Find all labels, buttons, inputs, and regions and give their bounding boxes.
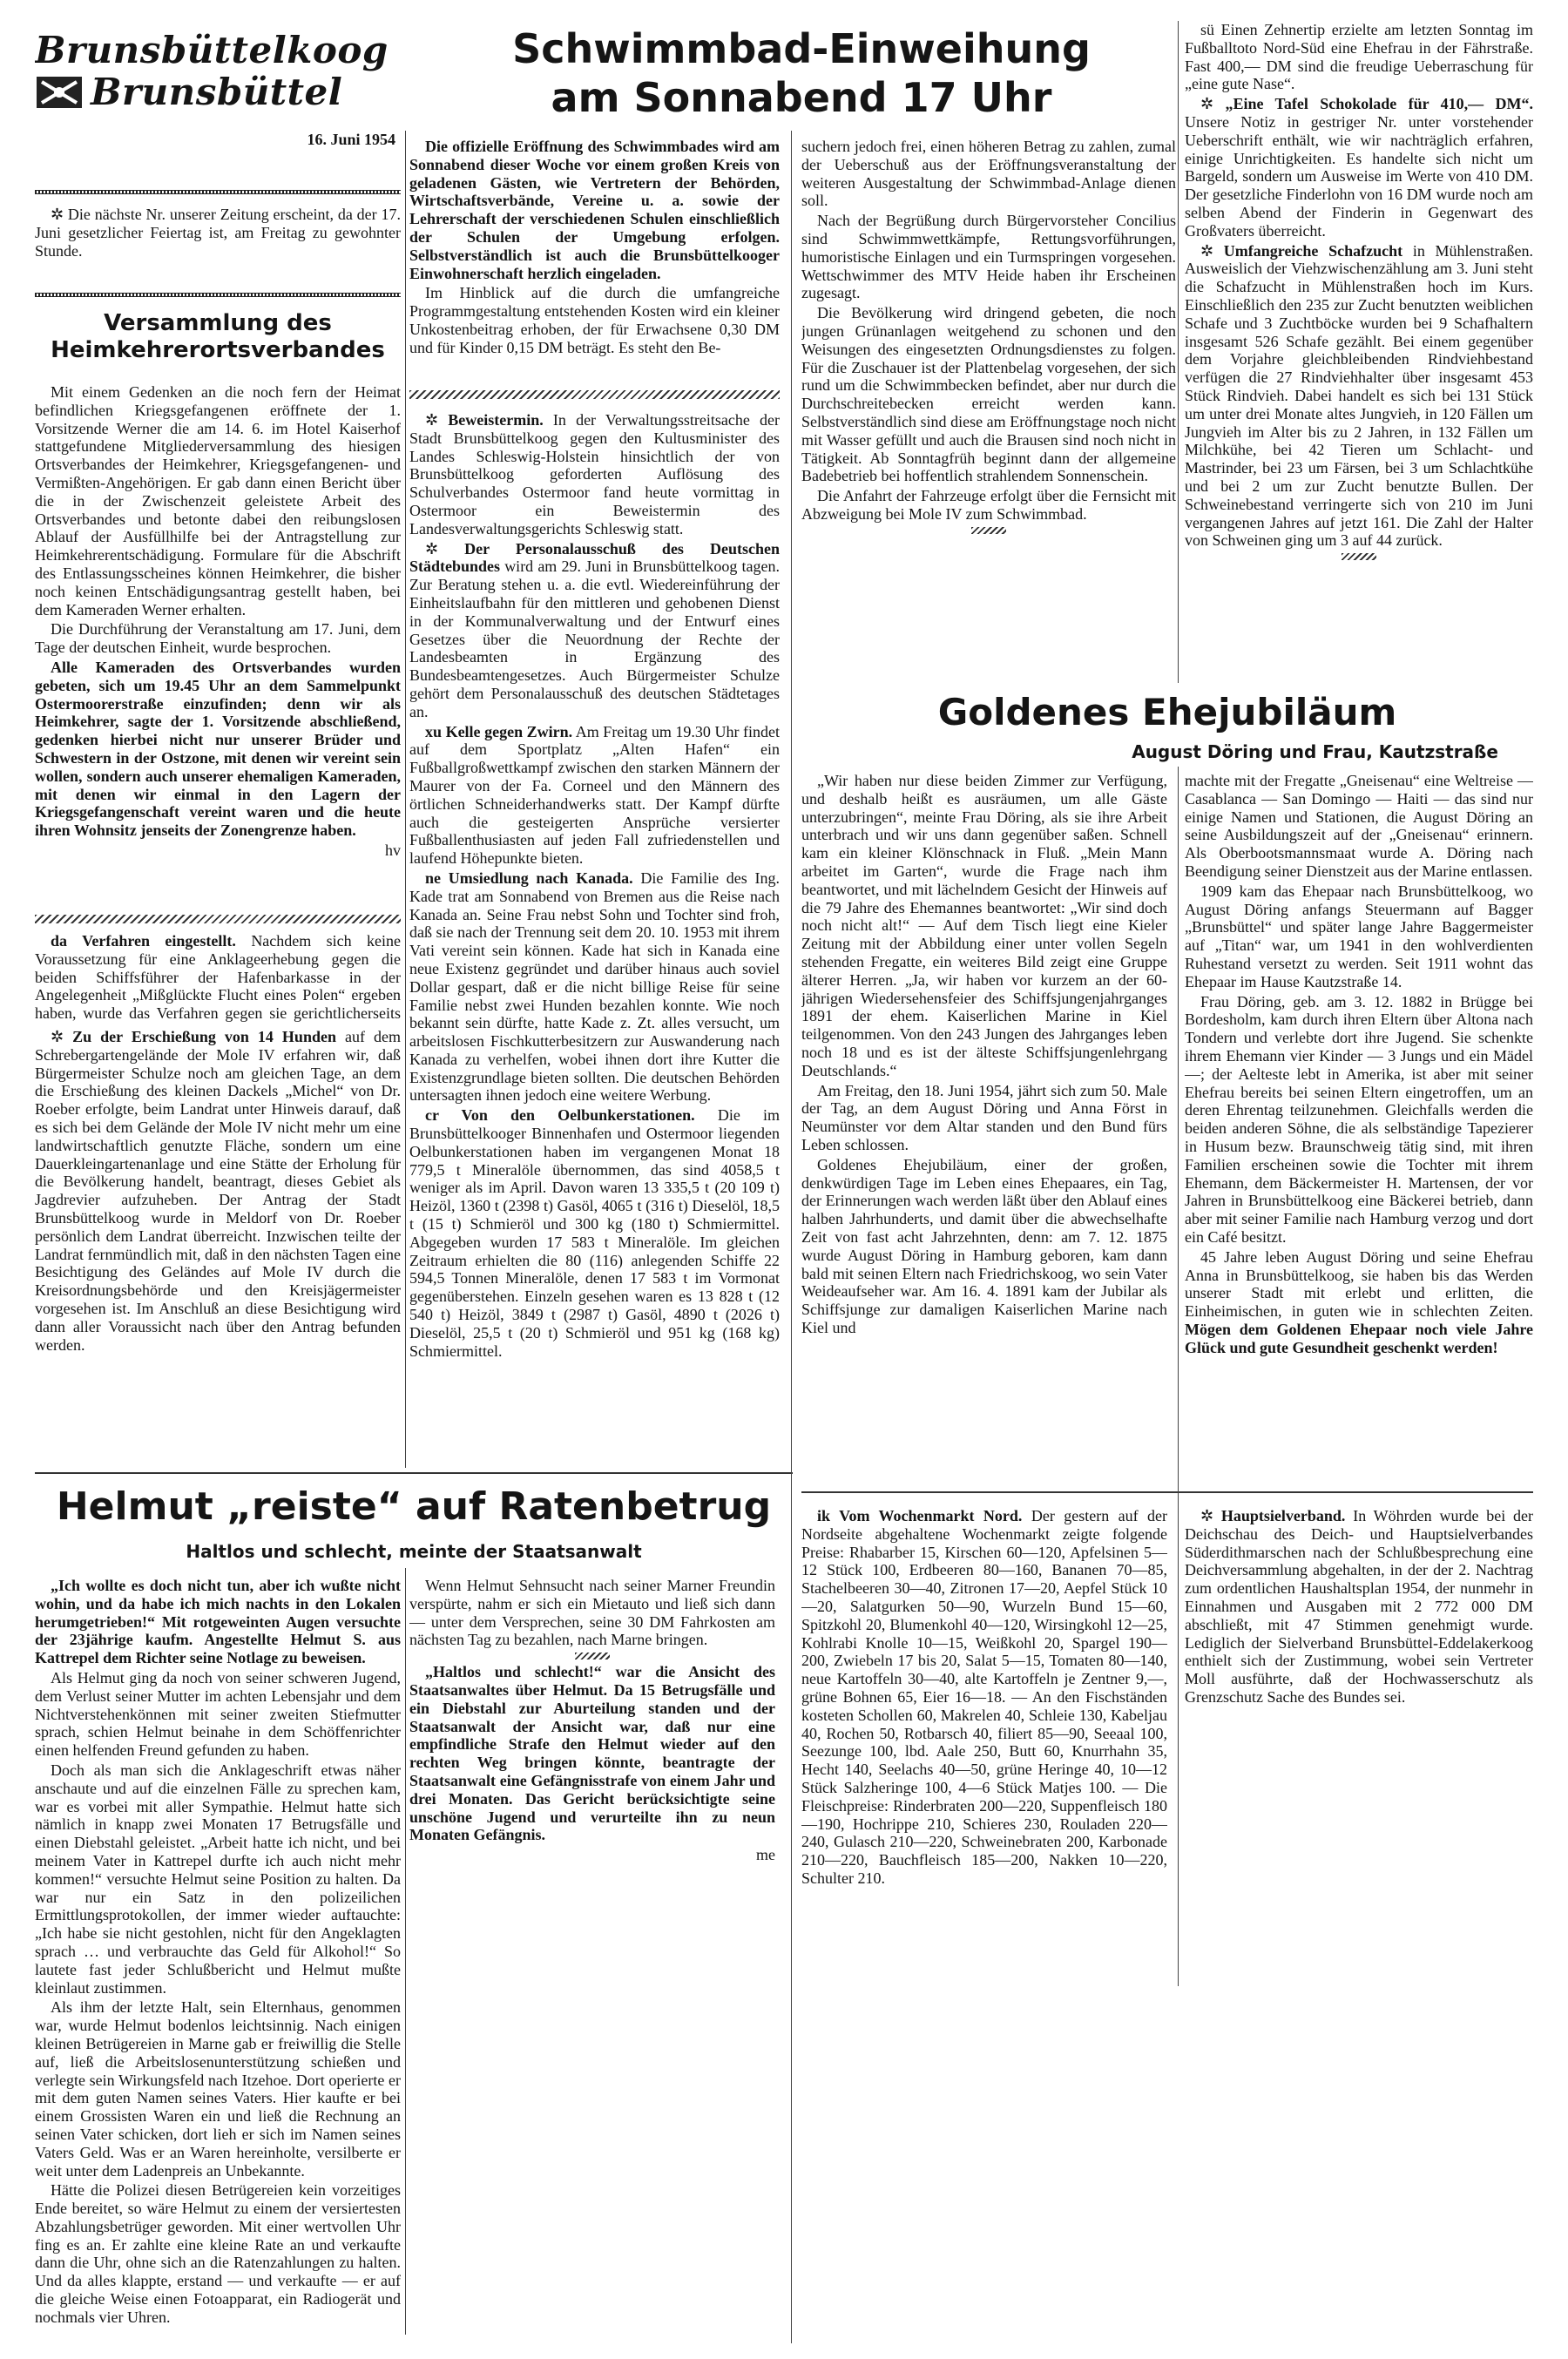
- masthead: [35, 30, 401, 178]
- column-separator: [791, 131, 792, 2343]
- heimkehrer-signature: hv: [385, 841, 401, 859]
- star-icon: ✲: [51, 1028, 73, 1045]
- hunde-article: [35, 1028, 401, 1442]
- ehejubilaeum-subtitle: August Döring und Frau, Kautzstraße: [1132, 741, 1498, 762]
- col4-news-items: [1185, 21, 1533, 683]
- helmut-p2: Doch als man sich die Anklageschrift etwas näher anschaute und auf die einzelnen Fälle zu sprechen kam, war es vorbei mit aller Sympathie. Helmut hatte sich nämlich in knapp zwei Monaten 17 Betrugsfälle und einen Diebstahl geleistet. „Arbeit hatte ich nicht, und bei meinem Vater in Kattrepel durfte ich auch nicht mehr kommen!“ versuchte Helmut seine Position zu halten. Da war nur ein Satz in den polizeilichen Ermittlungsprotokollen, der immer wieder auftauchte: „Ich habe sie nicht gestohlen, nicht für den Angeklagten sprach … und verbrauchte das Geld für Alkohol!“ So lautete fast jeder Schlußbericht und Helmut mußte kleinlaut zustimmen.: [35, 1761, 401, 1997]
- ehejubilaeum-p6: Frau Döring, geb. am 3. 12. 1882 in Brügge bei Bordesholm, kam durch ihren Eltern über Altona nach Tondern und verlebte dort ihre Jugend. Sie schenkte ihrem Ehemann vier Kinder — 3 Jungs und ein Mädel —; der Aelteste lebt in Amerika, ist aber mit seiner Ehefrau bereits bei seinen Eltern eingetroffen, um an deren Ehrentag teilzunehmen. Gleichfalls werden die beiden anderen Söhne, die als selbständige Tapezierer in Husum bezw. Braunschweig tätig sind, mit ihren Familien erscheinen sowie die Tochter mit ihrem Ehemann, dem Bäckermeister H. Martensen, der vor Jahren in Brunsbüttelkoog eine Bäckerei betrieb, dann aber mit seiner Familie nach Hamburg verzog und dort ein Café besitzt.: [1185, 992, 1533, 1246]
- end-mark-icon: [575, 1653, 610, 1659]
- helmut-p1: Als Helmut ging da noch von seiner schweren Jugend, dem Verlust seiner Mutter im achten Lebensjahr und dem Nichtverstehenkönnen mit seiner zweiten Stiefmutter sprach, schien Helmut beinahe in dem Schöffenrichter einen helfenden Freund gefunden zu haben.: [35, 1668, 401, 1760]
- ehejubilaeum-p5: 1909 kam das Ehepaar nach Brunsbüttelkoog, wo August Döring anfangs Steuermann auf Bagger „Brunsbüttel“ und später lange Jahre Baggermeister auf „Titan“ war, um 1941 in den wohlverdienten Ruhestand versetzt zu werden. Seit 1911 wohnt das Ehepaar im Hause Kautzstraße 14.: [1185, 882, 1533, 990]
- kelle-item: xu Kelle gegen Zwirn. Am Freitag um 19.30 Uhr findet auf dem Sportplatz „Alten Hafen“ ein Fußballgroßwettkampf zwischen den starken Männern der Maurer von der Fa. Corneel und den Männern des örtlichen Schneiderhandwerks statt. Der Kampf dürfte auch die gesteigerten Ansprüche versierter Fußballenthusiasten auf jeden Fall zufriedenstellen und laufend Höhepunkte bieten.: [409, 722, 780, 868]
- end-mark-icon: [1342, 553, 1376, 560]
- column-separator: [405, 1568, 406, 2335]
- star-icon: ✲: [51, 206, 68, 223]
- end-mark-icon: [971, 527, 1006, 534]
- ehejubilaeum-p3: Goldenes Ehejubiläum, einer der großen, denkwürdigen Tage im Leben eines Ehepaares, ein Tag, der Erinnerungen wach werden läßt über den Ablauf eines halben Jahrhunderts, und damit über die abwechselhafte Zeit von fast acht Jahrzehnten, denn: am 7. 12. 1875 wurde August Döring in Hamburg geboren, kam dann bald mit seinen Eltern nach Friedrichskoog, wo sein Vater Weideaufseher war. Am 16. 4. 1891 kam der Jubilar als Schiffsjunge zur damaligen Kaiserlichen Marine nach Kiel und: [801, 1155, 1167, 1336]
- schafzucht-item: ✲ Umfangreiche Schafzucht in Mühlenstraßen. Ausweislich der Viehzwischenzählung am 3. Juni steht die Schafzucht in Mühlenstraßen hoch im Kurs. Einschließlich den 235 zur Zucht benutzten weiblichen Schafe und 3 Zuchtböcke wurden bei 9 Schafhaltern insgesamt 526 Schafe gezählt. Bei einem gegenüber dem Vorjahre gleichbleibenden Rindviehbestand verfügen die 27 Rindviehhalter über insgesamt 453 Stück Rindvieh. Dabei handelt es sich bei 131 Stück um unter drei Monate altes Jungvieh, in 120 Fällen um Jungvieh im Alter bis zu 2 Jahren, in 132 Fällen um Milchkühe, bei 42 Tieren um Schlacht- und Mastrinder, bei 23 um Färsen, bei 3 um Schlachtkühe und bei 2 um zur Zucht benutzte Bullen. Der Schweinebestand verringerte sich von 210 im Juni vergangenen Jahres auf jetzt 161. Die Zahl der Halter von Schweinen ging um 3 auf 44 zurück.: [1185, 241, 1533, 550]
- ehejubilaeum-headline: Goldenes Ehejubiläum: [937, 691, 1397, 733]
- helmut-col1: [35, 1577, 401, 2343]
- ehejubilaeum-p4: machte mit der Fregatte „Gneisenau“ eine Weltreise — Casablanca — San Domingo — Haiti — das sind nur einige Namen und Stationen, die August Döring an seine Ausbildungszeit auf der „Gneisenau“ erinnern. Als Oberbootsmannsmaat wurde A. Döring nach Beendigung seiner Dienstzeit aus der Marine entlassen.: [1185, 772, 1533, 880]
- personal-item: ✲ Der Personalausschuß des Deutschen Städtebundes wird am 29. Juni in Brunsbüttelkoog tagen. Zur Beratung stehen u. a. die evtl. Wiedereinführung der Einheitslaufbahn für den mittleren und gehobenen Dienst in der Kommunalverwaltung und der Entwurf eines Gesetzes über die Neuordnung der Rechte der Landesbeamten in Ergänzung des Bundesbeamtengesetzes. Auch Bürgermeister Schulze gehört dem Personalausschuß des deutschen Städtetages an.: [409, 539, 780, 720]
- sielverband-text: ✲ Hauptsielverband. In Wöhrden wurde bei der Deichschau des Deich- und Hauptsielverbandes Süderdithmarschen nach der Schlußbesprechung eine Deichversammlung abgehalten, in der der 2. Nachtrag zum ordentlichen Haushaltsplan 1954, der nunmehr in Einnahmen und Ausgaben mit 2 772 000 DM abschließt, mit 47 Stimmen genehmigt wurde. Lediglich der Sielverband Brunsbüttel-Eddelakerkoog enthielt sich der Zustimmung, wobei sein Vertreter Moll ausführte, daß der Hochwasserschutz als Grenzschutz Sache des Bundes sei.: [1185, 1507, 1533, 1706]
- section-rule: [35, 1472, 793, 1474]
- ehejubilaeum-p1: „Wir haben nur diese beiden Zimmer zur Verfügung, und deshalb heißt es ausräumen, um alle Gäste unterzubringen“, meinte Frau Döring, als sie ihre Arbeit unterbrach und wir uns dann gegenüber saßen. Schnell kam ein kleiner Klönschnack in Fluß. „Mein Mann arbeitet im Garten“, wurde die Frage nach ihm beantwortet, und mit lächelndem Gesicht der Hinweis auf die 79 Jahre des Ehemannes beantwortet: „Wir sind doch noch nicht alt!“ — Auf dem Tisch liegt eine Kieler Zeitung mit der Abbildung einer unter vollen Segeln stehenden Fregatte, ein weiteres Bild zeigt eine Gruppe älterer Herren. „Ja, wir haben vor kurzem an der 60-jährigen Wiedersehensfeier des Schiffsjungenjahrganges 1891 der ehem. Kaiserlichen Marine in Kiel teilgenommen. Von den 243 Jungen des Jahrganges leben noch 18 und es ist der älteste Schiffsjungenlehrgang Deutschlands.“: [801, 772, 1167, 1079]
- heimkehrer-paragraph-1: Mit einem Gedenken an die noch fern der Heimat befindlichen Kriegsgefangenen eröffnete der 1. Vorsitzende Werner die am 14. 6. im Hotel Kaiserhof stattgefundene Mitgliederversammlung des hiesigen Ortsverbandes der Heimkehrer, Kriegsgefangenen- und Vermißten-Angehörigen. Er gab dann einen Bericht über die in der Zwischenzeit geleistete Arbeit des Ortsverbandes und betonte dabei den reibungslosen Ablauf der Ausfüllhilfe bei der Antragstellung zur Heimkehrerentschädigung. Formulare für die Abschrift des Entlassungsscheines können Heimkehrer, die bisher noch keinen Entschädigungsantrag gestellt haben, bei dem Kameraden Werner erhalten.: [35, 383, 401, 618]
- section-divider: [35, 915, 401, 923]
- schwimmbad-headline-line2: am Sonnabend 17 Uhr: [551, 74, 1052, 121]
- ehejubilaeum-p7: 45 Jahre leben August Döring und seine Ehefrau Anna in Brunsbüttelkoog, sie haben bis das Werden unserer Stadt mit erlebt und erlitten, die Einheimischen, in guten wie in schlechten Zeiten. Mögen dem Goldenen Ehepaar noch viele Jahre Glück und gute Gesundheit geschenkt werden!: [1185, 1247, 1533, 1356]
- kanada-item: ne Umsiedlung nach Kanada. Die Familie des Ing. Kade trat am Sonnabend von Bremen aus die Reise nach Kanada an. Seine Frau nebst Sohn und Tochter sind froh, daß sie nach der Trennung seit dem 20. 10. 1953 mit ihrem Vati vereint sein können. Kade hat sich in Kanada eine neue Existenz gegründet und darüber hinaus auch soviel Dollar gespart, daß er die nicht billige Reise für seine Familie nebst zwei Hunden bezahlen konnte. Wie noch bekannt sein dürfte, hatte Kade z. Zt. alles versucht, um arbeitslosen Fischkutterbesitzern zur Auswanderung nach Kanada zu verhelfen, wobei ihnen dort ihre Kutter die Existenzgrundlage bieten sollten. Die deutschen Behörden untersagten ihnen jedoch eine weitere Werbung.: [409, 869, 780, 1105]
- heimkehrer-headline: Versammlung des Heimkehrerortsverbandes: [51, 310, 385, 363]
- oel-item: cr Von den Oelbunkerstationen. Die im Brunsbüttelkooger Binnenhafen und Ostermoor liegenden Oelbunkerstationen haben im vergangenen Monat 18 779,5 t Mineralöle übernommen, das sind 4058,5 t weniger als im April. Davon waren 13 335,5 t (20 109 t) Heizöl, 1360 t (2398 t) Gasöl, 4065 t (316 t) Dieselöl, 18,5 t (15 t) Schmieröl und 300 kg (180 t) Schmiermittel. Abgegeben wurden 17 583 t Mineralöle. Im gleichen Zeitraum erhielten die 80 (116) anlegenden Schiffe 22 594,5 Tonnen Mineralöle, denen 17 583 t im Vormonat gegenüberstehen. Einzeln gesehen waren es 13 828 t (12 540 t) Heizöl, 3849 t (2987 t) Gasöl, 4890 t (2026 t) Dieselöl, 25,5 t (20 t) Schmieröl und 951 kg (168 kg) Schmiermittel.: [409, 1106, 780, 1360]
- helmut-col2: [409, 1577, 775, 1943]
- masthead-rule: [35, 190, 401, 194]
- schwimmbad-col1: [409, 138, 780, 382]
- star-icon: ✲: [1200, 241, 1224, 260]
- notice-rule: [35, 293, 401, 297]
- column-separator: [405, 131, 406, 1468]
- hunde-text: ✲ Zu der Erschießung von 14 Hunden auf dem Schrebergartengelände der Mole IV erfahren wir, daß Bürgermeister Schulze noch am gleichen Tage, an dem die Erschießung des kleinen Dackels „Michel“ von Dr. Roeber erfolgte, beim Landrat unter Hinweis darauf, daß es sich bei dem Gelände der Mole IV nicht mehr um eine landwirtschaftlich genutzte Fläche, sondern um eine Dauerkleingartenanlage und eine Stätte der Erholung für die Bevölkerung handelt, beantragt, dieses Gebiet als Jagdrevier aufzuheben. Der Antrag der Stadt Brunsbüttelkoog wurde in Meldorf von Dr. Roeber persönlich dem Landrat überreicht. Inzwischen teilte der Landrat fernmündlich mit, daß in den nächsten Tagen eine Besichtigung des Geländes auf Mole IV durch die Kreisordnungsbehörde und den Kreisjägermeister vorgesehen ist. Im Anschluß an diese Besichtigung wird dann aller Voraussicht nach über den Antrag befunden werden.: [35, 1028, 401, 1354]
- zehnertip-item: sü Einen Zehnertip erzielte am letzten Sonntag im Fußballtoto Nord-Süd eine Ehefrau in der Fährstraße. Fast 400,— DM sind die freudige Ueberraschung für „eine gute Nase“.: [1185, 21, 1533, 93]
- notice-block: [35, 206, 401, 284]
- section-divider: [409, 390, 780, 399]
- helmut-p3: Als ihm der letzte Halt, sein Elternhaus, genommen war, wurde Helmut bodenlos leichtsinnig. Nach einigen kleinen Betrügereien in Marne gab er freiwillig die Stelle auf, ließ die Arbeitslosenunterstützung schießen und verlegte sein Wirkungsfeld nach Itzehoe. Dort operierte er mit dem guten Namen seines Vaters. Hier kaufte er bei einem Grossisten Waren ein und ließ die Rechnung an seinen Vater schicken, dort lieh er sich im Namen seines Vaters Geld. Was er an Waren hereinholte, versilberte er weit unter dem Ladenpreis an Unbekannte.: [35, 1998, 401, 2180]
- ehejubilaeum-p2: Am Freitag, den 18. Juni 1954, jährt sich zum 50. Male der Tag, an dem August Döring und Anna Först in Neumünster vor dem Altar standen und den Bund fürs Leben schlossen.: [801, 1081, 1167, 1153]
- heimkehrer-article: [35, 383, 401, 910]
- schwimmbad-headline: [409, 24, 1193, 129]
- helmut-p4: Hätte die Polizei diesen Betrügereien kein vorzeitiges Ende bereitet, so wäre Helmut zu einem der versiertesten Abzahlungsbetrüger geworden. Mit einer wertvollen Uhr fing es an. Er zahlte eine kleine Rate an und verkaufte dann die Uhr, ohne sich an die Ratenzahlungen zu halten. Und da alles klappte, erstand — und verkaufte — er auf die gleiche Weise einen Fotoapparat, ein Radiogerät und nochmals vier Uhren.: [35, 2181, 401, 2326]
- section-rule: [801, 1491, 1533, 1493]
- helmut-headline: Helmut „reiste“ auf Ratenbetrug: [56, 1484, 772, 1529]
- helmut-subtitle: Haltlos und schlecht, meinte der Staatsanwalt: [186, 1541, 642, 1562]
- ehejubilaeum-col1: [801, 772, 1167, 1486]
- heimkehrer-bold-paragraph: Alle Kameraden des Ortsverbandes wurden gebeten, sich um 19.45 Uhr an dem Sammelpunkt Ostermoorerstraße einzufinden; denn wir als Heimkehrer, sagte der 1. Vorsitzende abschließend, gedenken hierbei nicht nur unserer Brüder und Schwestern in der Ostzone, mit denen wir vereint sein wollen, sondern auch unserer ehemaligen Kameraden, mit denen wir einmal in den Lagern der Kriegsgefangenschaft vereint waren und die heute ihren Wohnsitz jenseits der Zonengrenze haben.: [35, 658, 401, 840]
- helmut-bold-lead: „Ich wollte es doch nicht tun, aber ich wußte nicht wohin, und da habe ich mich nachts in den Lokalen herumgetrieben!“ Mit rotgeweinten Augen versuchte der 23jährige kaufm. Angestellte Helmut S. aus Kattrepel dem Richter seine Notlage zu beweisen.: [35, 1577, 401, 1667]
- column-separator: [1178, 21, 1179, 683]
- column-separator: [1178, 767, 1179, 1986]
- star-icon: ✲: [425, 539, 465, 558]
- schwimmbad-bold-lead: Die offizielle Eröffnung des Schwimmbades wird am Sonnabend dieser Woche vor einem großen Kreis von geladenen Gästen, wie Vertretern der Behörden, Wirtschaftsverbände, Vereine u. a. sowie der Lehrerschaft der verschiedenen Schulen einschließlich der Schulen der Umgebung erfolgen. Selbstverständlich ist auch die Brunsbüttelkooger Einwohnerschaft herzlich eingeladen.: [409, 138, 780, 282]
- helmut-col2-text: Wenn Helmut Sehnsucht nach seiner Marner Freundin verspürte, nahm er sich ein Mietauto und ließ sich dann — unter dem Versprechen, seine 30 DM Fahrkosten am nächsten Tag zu bezahlen, nach Marne bringen.: [409, 1577, 775, 1649]
- schwimmbad-col1-rest: Im Hinblick auf die durch die umfangreiche Programmgestaltung entstehenden Kosten wird ein kleiner Unkostenbeitrag erhoben, der für Erwachsene 0,30 DM und für Kinder 0,15 DM beträgt. Es steht den Be-: [409, 284, 780, 356]
- schwimmbad-col2-p2: Nach der Begrüßung durch Bürgervorsteher Concilius sind Schwimmwettkämpfe, Rettungsvorführungen, humoristische Einlagen und ein Turmspringen vorgesehen. Wettschwimmer des MTV Heide haben ihr Erscheinen zugesagt.: [801, 212, 1176, 302]
- helmut-col2-bold: „Haltlos und schlecht!“ war die Ansicht des Staatsanwaltes über Helmut. Da 15 Betrugsfälle und ein Diebstahl zur Aburteilung standen und der Staatsanwalt der Ansicht war, daß nur eine empfindliche Strafe den Helmut wieder auf den rechten Weg bringen könnte, beantragte der Staatsanwalt eine Gefängnisstrafe von einem Jahr und drei Monaten. Das Gericht berücksichtigte seine unschöne Jugend und verurteilte ihn zu neun Monaten Gefängnis.: [409, 1663, 775, 1844]
- masthead-title-line2: Brunsbüttel: [91, 71, 343, 113]
- notice-text: ✲ Die nächste Nr. unserer Zeitung erscheint, da der 17. Juni gesetzlicher Feiertag ist, am Freitag zu gewohnter Stunde.: [35, 206, 401, 260]
- star-icon: ✲: [1200, 1507, 1221, 1524]
- star-icon: ✲: [1200, 95, 1226, 113]
- wochenmarkt-text: ik Vom Wochenmarkt Nord. Der gestern auf der Nordseite abgehaltene Wochenmarkt zeigte folgende Preise: Rhabarber 15, Kirschen 60—120, Apfelsinen 5—12 Stück 100, Erdbeeren 80—160, Bananen 70—85, Stachelbeeren 30—40, Zitronen 17—20, Aepfel Stück 10—20, Salatgurken 50—90, Wurzeln Bund 15—60, Spitzkohl 20, Blumenkohl 40—120, Wirsingkohl 12—25, Kohlrabi Knolle 10—15, Weißkohl 20, Spargel 190—200, Zwiebeln 17 bis 20, Salat 5—15, Tomaten 80—140, neue Kartoffeln 30—40, alte Kartoffeln je Zentner 9,—, grüne Bohnen 65, Eier 16—18. — An den Fischständen kosteten Schollen 60, Makrelen 40, Schleie 130, Kabeljau 40, Rochen 50, Rotbarsch 40, filiert 85—90, Seeaal 100, Seezunge 100, lbd. Aale 250, Butt 60, Knurrhahn 35, Hecht 140, Seelachs 40—50, grüne Heringe 40, 10—12 Stück Salzheringe 100, 4—6 Stück Matjes 100. — Die Fleischpreise: Rinderbraten 200—220, Suppenfleisch 180—190, Hochrippe 210, Schieres 230, Rouladen 220—240, Gulasch 210—220, Schweinebraten 200, Karbonade 210—220, Bauchfleisch 185—200, Nakken 10—220, Schulter 210.: [801, 1507, 1167, 1887]
- schwimmbad-col2-p3: Die Bevölkerung wird dringend gebeten, die noch jungen Grünanlagen weitgehend zu schonen und den Weisungen des eingesetzten Ordnungsdienstes zu folgen. Für die Zuschauer ist der Plattenbelag vorgesehen, der sich rund um die Schwimmbecken befindet, aber nur durch die Durchschreitebecken erreicht werden kann. Selbstverständlich sind diese am Eröffnungstage noch nicht mit Wasser gefüllt und auch die Brausen sind noch nicht in Tätigkeit. Ab Sonntagfrüh beginnt dann der allgemeine Badebetrieb bei hoffentlich strahlendem Sonnenschein.: [801, 304, 1176, 485]
- star-icon: ✲: [425, 411, 449, 429]
- schwimmbad-col2: [801, 138, 1176, 660]
- schwimmbad-headline-line1: Schwimmbad-Einweihung: [512, 25, 1091, 72]
- masthead-line2: [35, 71, 401, 113]
- heimkehrer-paragraph-2: Die Durchführung der Veranstaltung am 17. Juni, dem Tage der deutschen Einheit, wurde besprochen.: [35, 620, 401, 657]
- sielverband-article: [1185, 1507, 1533, 1873]
- wochenmarkt-article: [801, 1507, 1167, 1995]
- masthead-title-line1: Brunsbüttelkoog: [35, 30, 389, 71]
- col2-news-items: [409, 411, 780, 1457]
- schwimmbad-col2-p1: suchern jedoch frei, einen höheren Betrag zu zahlen, zumal der Ueberschuß aus der Eröffnungsveranstaltung der weiteren Ausgestaltung der Schwimmbad-Anlage dienen soll.: [801, 138, 1176, 210]
- beweistermin-item: ✲ Beweistermin. In der Verwaltungsstreitsache der Stadt Brunsbüttelkoog gegen den Kultusminister des Landes Schleswig-Holstein hinsichtlich der von Brunsbüttelkoog geforderten Auflösung des Schulverbandes Ostermoor fand heute vormittag in Ostermoor ein Beweistermin des Landesverwaltungsgerichts Schleswig statt.: [409, 411, 780, 537]
- verfahren-text: da Verfahren eingestellt. Nachdem sich keine Voraussetzung für eine Anklageerhebung gegen die beiden Schiffsführer der Hafenbarkasse in der Angelegenheit „Mißglückte Flucht eines Polen“ ergeben haben, wurde das Verfahren gegen sie gerichtlicherseits: [35, 932, 401, 1023]
- ehejubilaeum-col2: [1185, 772, 1533, 1486]
- issue-date: 16. Juni 1954: [307, 131, 395, 148]
- coat-of-arms-icon: [35, 73, 84, 112]
- schwimmbad-col2-p4: Die Anfahrt der Fahrzeuge erfolgt über die Fernsicht mit Abzweigung bei Mole IV zum Schwimmbad.: [801, 487, 1176, 523]
- verfahren-article: [35, 932, 401, 1024]
- helmut-signature: me: [756, 1846, 775, 1864]
- schokolade-item: ✲ „Eine Tafel Schokolade für 410,— DM“. Unsere Notiz in gestriger Nr. unter vorstehender Ueberschrift enthält, wie wir nachträglich erfahren, einige Unrichtigkeiten. Es handelte sich nicht um Bargeld, sondern um Ausweise im Werte von 410 DM. Der gesetzliche Finderlohn von 16 DM wurde noch am selben Abend der Finderin in Gegenwart des Großvaters überreicht.: [1185, 95, 1533, 240]
